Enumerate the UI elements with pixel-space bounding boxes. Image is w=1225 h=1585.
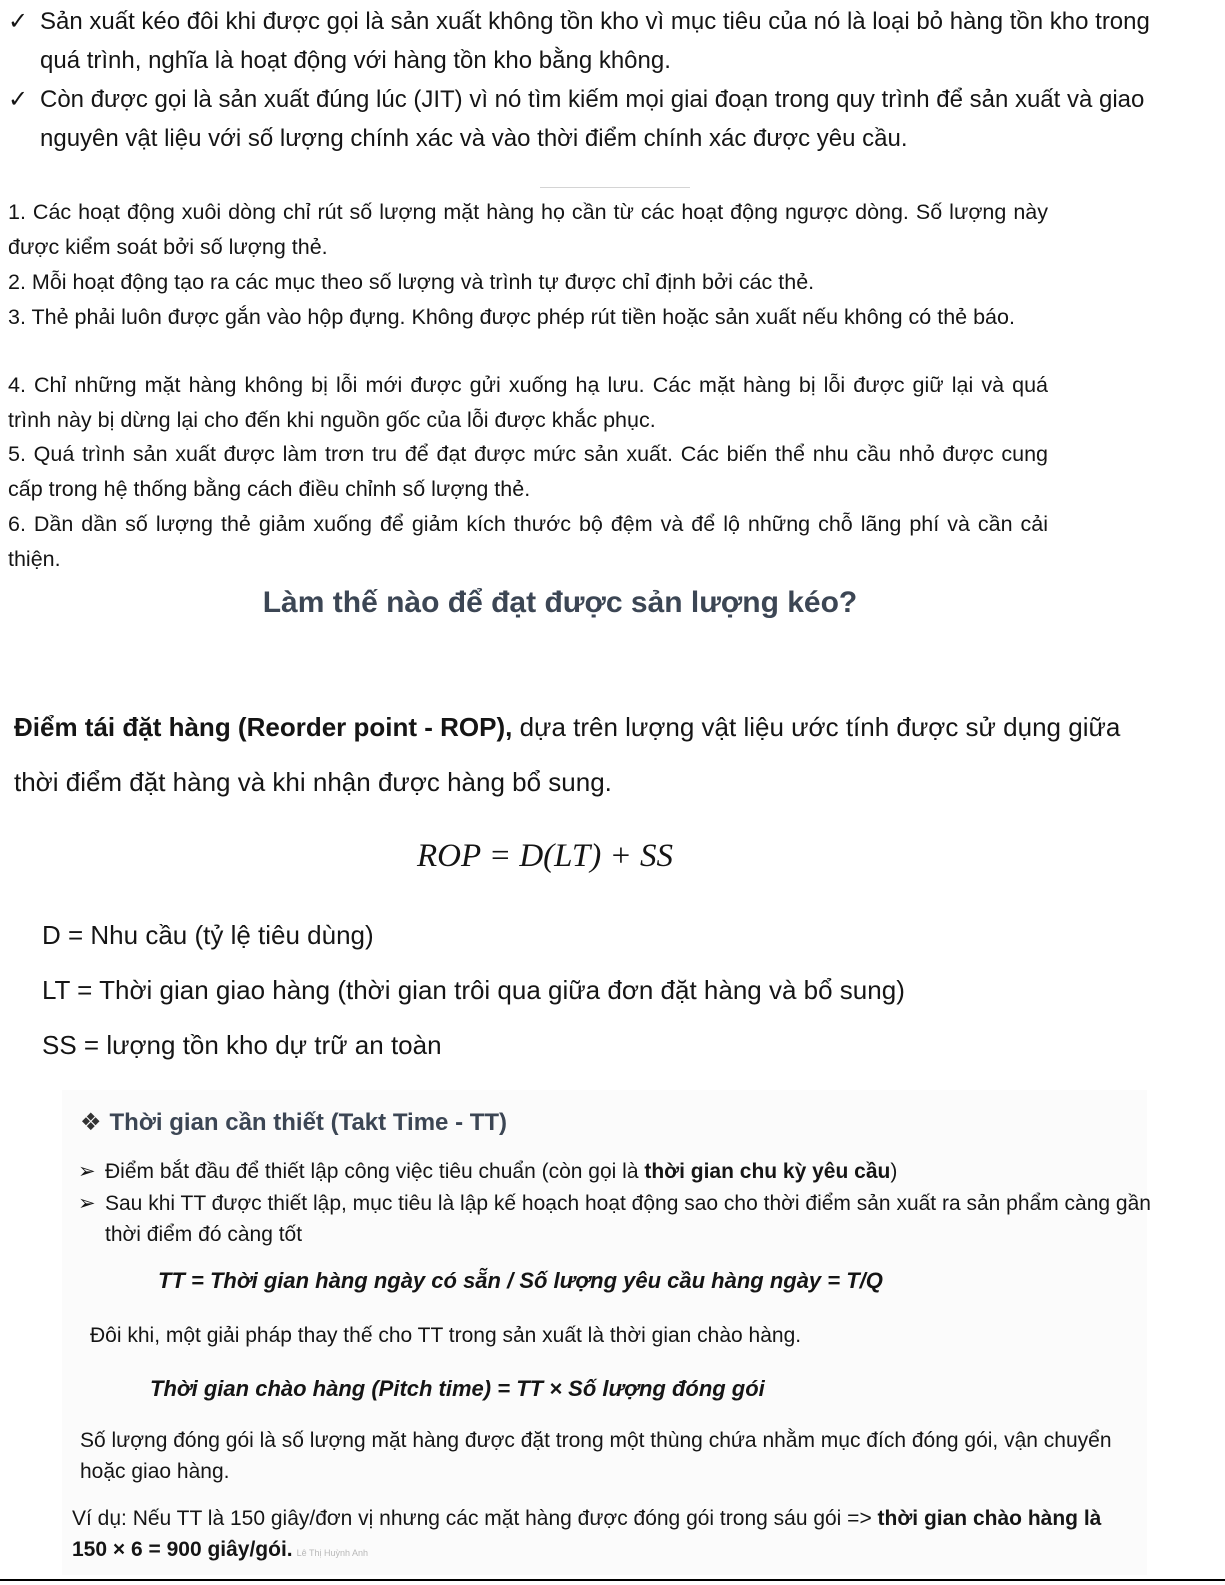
alt-note: Đôi khi, một giải pháp thay thế cho TT trong sản xuất là thời gian chào hàng. <box>90 1324 802 1347</box>
takt-bullet-2 <box>78 1188 1158 1250</box>
numbered-item-5: 5. Quá trình sản xuất được làm trơn tru để đạt được mức sản xuất. Các biến thể nhu cầu nhỏ được cung cấp trong hệ thống bằng cách điều chỉnh số lượng thẻ. <box>8 442 1048 501</box>
bullet-text: Điểm bắt đầu để thiết lập công việc tiêu chuẩn (còn gọi là <box>105 1160 645 1183</box>
bullet-text: Sau khi TT được thiết lập, mục tiêu là lập kế hoạch hoạt động sao cho thời điểm sản xuất ra sản phẩm càng gần thời điểm đó càng tốt <box>105 1192 1151 1246</box>
check-text: Còn được gọi là sản xuất đúng lúc (JIT) vì nó tìm kiếm mọi giai đoạn trong quy trình để sản xuất và giao nguyên vật liệu với số lượng chính xác và vào thời điểm chính xác được yêu cầu. <box>40 86 1145 152</box>
example-result: thời gian chào hàng là 150 × 6 = 900 giây/gói. <box>72 1507 1102 1561</box>
numbered-item-6: 6. Dần dần số lượng thẻ giảm xuống để giảm kích thước bộ đệm và để lộ những chỗ lãng phí và cần cải thiện. <box>8 512 1048 571</box>
check-item-2 <box>8 80 1173 158</box>
example-text: Ví dụ: Nếu TT là 150 giây/đơn vị nhưng các mặt hàng được đóng gói trong sáu gói => <box>72 1507 878 1530</box>
legend-d: D = Nhu cầu (tỷ lệ tiêu dùng) <box>42 920 374 950</box>
legend-ss: SS = lượng tồn kho dự trữ an toàn <box>42 1030 442 1060</box>
takt-heading <box>80 1108 507 1137</box>
arrow-bullet-icon: ➢ <box>78 1160 96 1183</box>
numbered-item-3: 3. Thẻ phải luôn được gắn vào hộp đựng. Không được phép rút tiền hoặc sản xuất nếu không có thẻ báo. <box>8 305 1015 329</box>
watermark: Lê Thị Huỳnh Anh <box>296 1548 369 1558</box>
check-icon: ✓ <box>8 86 29 113</box>
pitch-formula: Thời gian chào hàng (Pitch time) = TT × Số lượng đóng gói <box>150 1376 765 1401</box>
rop-formula: ROP = D(LT) + SS <box>417 838 673 874</box>
takt-formula: TT = Thời gian hàng ngày có sẵn / Số lượng yêu cầu hàng ngày = T/Q <box>158 1268 883 1293</box>
diamond-bullet-icon: ❖ <box>80 1109 102 1136</box>
numbered-item-1: 1. Các hoạt động xuôi dòng chỉ rút số lượng mặt hàng họ cần từ các hoạt động ngược dòng. Số lượng này được kiểm soát bởi số lượng thẻ. <box>8 200 1048 259</box>
check-text: Sản xuất kéo đôi khi được gọi là sản xuất không tồn kho vì mục tiêu của nó là loại bỏ hàng tồn kho trong quá trình, nghĩa là hoạt động với hàng tồn kho bằng không. <box>40 8 1150 74</box>
pack-definition: Số lượng đóng gói là số lượng mặt hàng được đặt trong một thùng chứa nhằm mục đích đóng gói, vận chuyển hoặc giao hàng. <box>80 1429 1112 1483</box>
bullet-bold-term: thời gian chu kỳ yêu cầu <box>644 1160 891 1183</box>
takt-heading-text: Thời gian cần thiết (Takt Time - TT) <box>109 1109 508 1136</box>
takt-bullet-1 <box>78 1156 1158 1187</box>
example <box>72 1503 1132 1569</box>
numbered-item-2: 2. Mỗi hoạt động tạo ra các mục theo số lượng và trình tự được chỉ định bởi các thẻ. <box>8 270 815 294</box>
bullet-text-end: ) <box>890 1160 898 1183</box>
legend-lt: LT = Thời gian giao hàng (thời gian trôi qua giữa đơn đặt hàng và bổ sung) <box>42 975 905 1005</box>
section-title: Làm thế nào để đạt được sản lượng kéo? <box>262 586 858 619</box>
numbered-item-4: 4. Chỉ những mặt hàng không bị lỗi mới được gửi xuống hạ lưu. Các mặt hàng bị lỗi được giữ lại và quá trình này bị dừng lại cho đến khi nguồn gốc của lỗi được khắc phục. <box>8 373 1048 432</box>
arrow-bullet-icon: ➢ <box>78 1192 96 1215</box>
rop-definition <box>14 700 1134 810</box>
check-icon: ✓ <box>8 8 29 35</box>
check-item-1 <box>8 2 1173 80</box>
rop-term: Điểm tái đặt hàng (Reorder point - ROP), <box>14 712 513 742</box>
bottom-border <box>0 1579 1225 1581</box>
rop-explanation: dựa trên lượng vật liệu ước tính được sử dụng giữa thời điểm đặt hàng và khi nhận được hàng bổ sung. <box>14 712 1121 797</box>
faint-watermark-line <box>540 187 690 188</box>
